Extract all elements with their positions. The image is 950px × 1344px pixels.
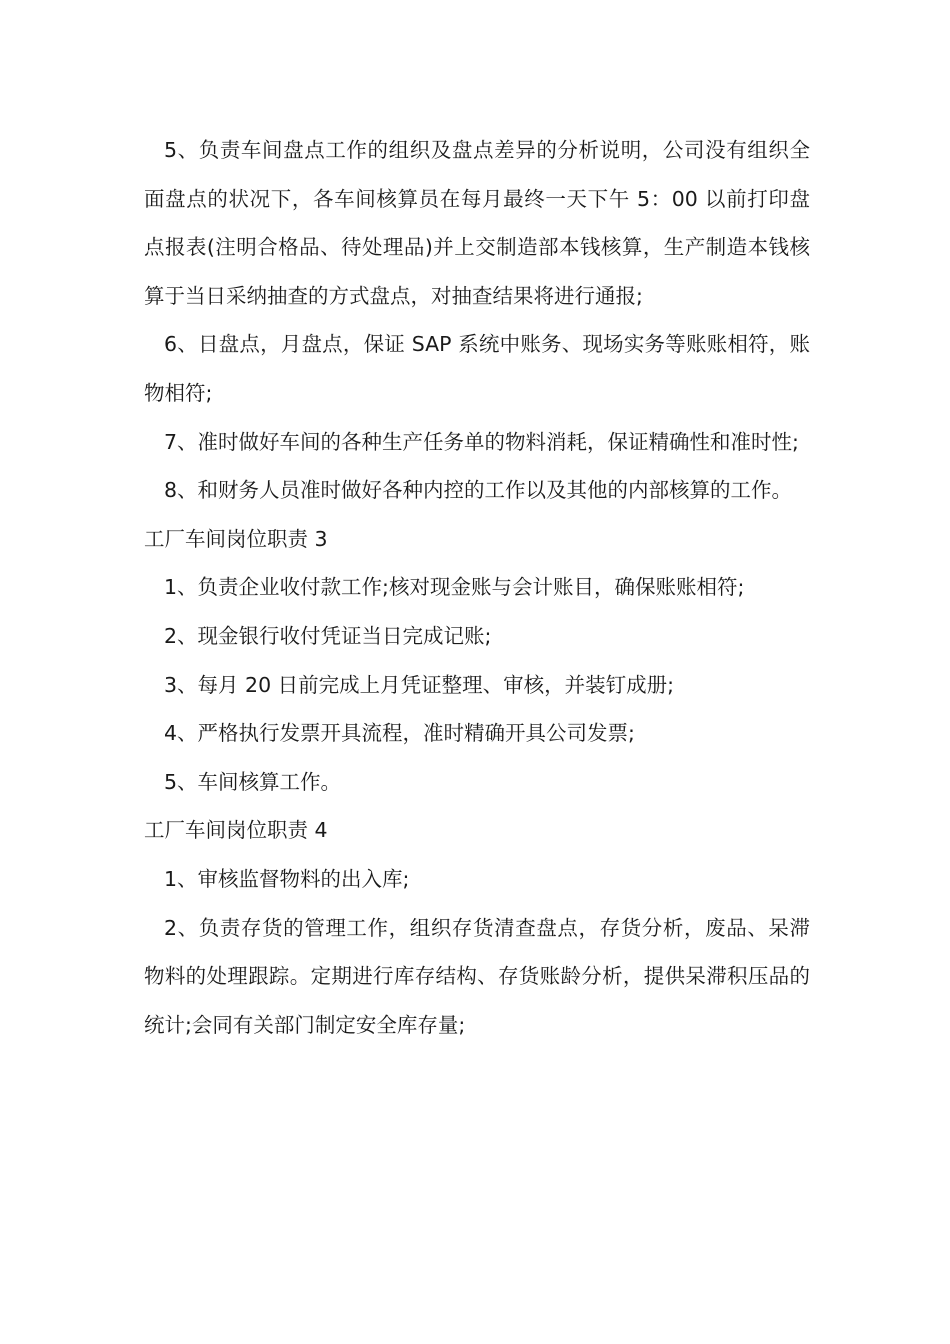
section-heading-3: 工厂车间岗位职责 3 (144, 526, 328, 551)
paragraph-s3-duty-5: 5、车间核算工作。 (164, 769, 342, 794)
paragraph-s4-duty-1: 1、审核监督物料的出入库; (164, 866, 410, 891)
paragraph-duty-7: 7、准时做好车间的各种生产任务单的物料消耗，保证精确性和准时性; (164, 429, 799, 454)
paragraph-duty-6: 6、日盘点，月盘点，保证 SAP 系统中账务、现场实务等账账相符，账物相符; (144, 332, 810, 405)
paragraph-s3-duty-1: 1、负责企业收付款工作;核对现金账与会计账目，确保账账相符; (164, 575, 745, 600)
paragraph-s3-duty-2: 2、现金银行收付凭证当日完成记账; (164, 623, 492, 648)
document-body (144, 126, 810, 1049)
paragraph-s3-duty-4: 4、严格执行发票开具流程，准时精确开具公司发票; (164, 721, 635, 746)
section-heading-4: 工厂车间岗位职责 4 (144, 818, 328, 843)
paragraph-duty-5: 5、负责车间盘点工作的组织及盘点差异的分析说明，公司没有组织全面盘点的状况下，各车间核算员在每月最终一天下午 5：00 以前打印盘点报表(注明合格品、待处理品)并上交制造部本钱核算，生产制造本钱核算于当日采纳抽查的方式盘点，对抽查结果将进行通报; (144, 138, 810, 308)
paragraph-s3-duty-3: 3、每月 20 日前完成上月凭证整理、审核，并装钉成册; (164, 672, 675, 697)
paragraph-duty-8: 8、和财务人员准时做好各种内控的工作以及其他的内部核算的工作。 (164, 478, 793, 503)
paragraph-s4-duty-2: 2、负责存货的管理工作，组织存货清查盘点，存货分析，废品、呆滞物料的处理跟踪。定期进行库存结构、存货账龄分析，提供呆滞积压品的统计;会同有关部门制定安全库存量; (144, 915, 810, 1037)
